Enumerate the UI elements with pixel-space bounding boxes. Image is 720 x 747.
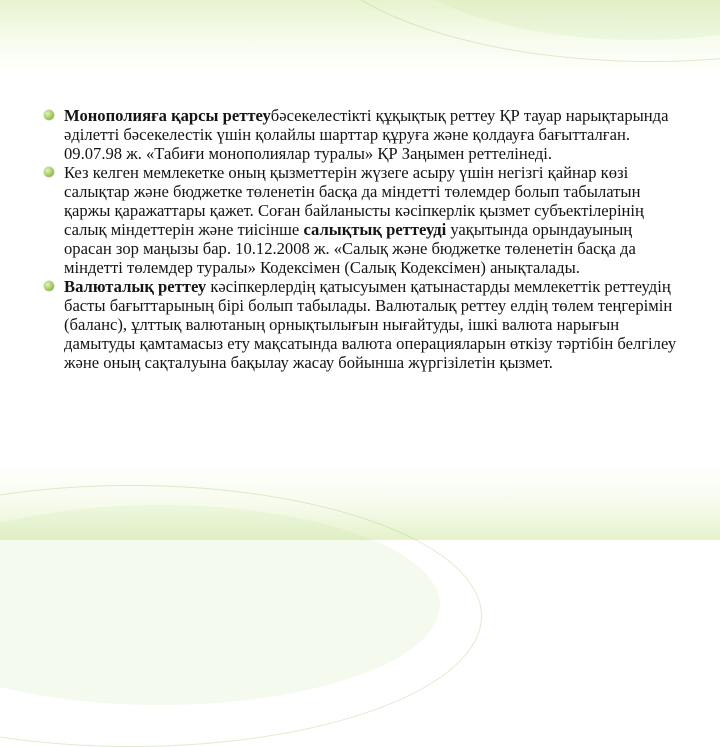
paragraph-text: Кез келген мемлекетке оның қызметтерін жүзеге асыру үшін негізгі қайнар көзі салықтар және бюджетке төленетін басқа да міндетті төлемдер болып табылатын қаржы қаражаттары қажет. Соған байланысты кәсіпкерлік қызмет субъектілерінің салық міндеттерін және тиісінше	[64, 163, 644, 239]
bullet-list	[44, 106, 684, 372]
bold-term: салықтық реттеуді	[303, 220, 447, 239]
decorative-top-swoosh	[380, 0, 720, 40]
bullet-item-currency-regulation	[44, 277, 684, 372]
bullet-item-antimonopoly	[44, 106, 684, 163]
bold-term: Валюталық реттеу	[64, 277, 207, 296]
bold-term: Монополияға қарсы реттеу	[64, 106, 271, 125]
decorative-bottom-arc	[0, 485, 482, 747]
decorative-bottom-swoosh	[0, 505, 440, 705]
bullet-item-tax-regulation	[44, 163, 684, 277]
bullet-dot-icon	[44, 281, 54, 291]
paragraph-text: уақытында орындауының орасан зор маңызы бар. 10.12.2008 ж. «Салық және бюджетке төленетін басқа да міндетті төлемдер туралы» Кодексімен (Салық Кодексімен) анықталады.	[64, 220, 636, 277]
paragraph-text: бәсекелестікті құқықтық реттеу ҚР тауар нарықтарында әділетті бәсекелестік үшін қолайлы шарттар құруға және қолдауға бағытталған. 09.07.98 ж. «Табиғи монополиялар туралы» ҚР Заңымен реттелінеді.	[64, 106, 669, 163]
paragraph-text: кәсіпкерлердің қатысуымен қатынастарды мемлекеттік реттеудің басты бағыттарының бірі болып табылады. Валюталық реттеу елдің төлем теңгерімін (баланс), ұлттық валютаның орнықтылығын нығайтуды, ішкі валюта нарығын дамытуды қамтамасыз ету мақсатында валюта операцияларын өткізу тәртібін белгілеу және оның сақталуына бақылау жасау бойынша жүргізілетін қызмет.	[64, 277, 677, 372]
decorative-top-arc	[300, 0, 720, 62]
bullet-dot-icon	[44, 110, 54, 120]
bullet-dot-icon	[44, 167, 54, 177]
